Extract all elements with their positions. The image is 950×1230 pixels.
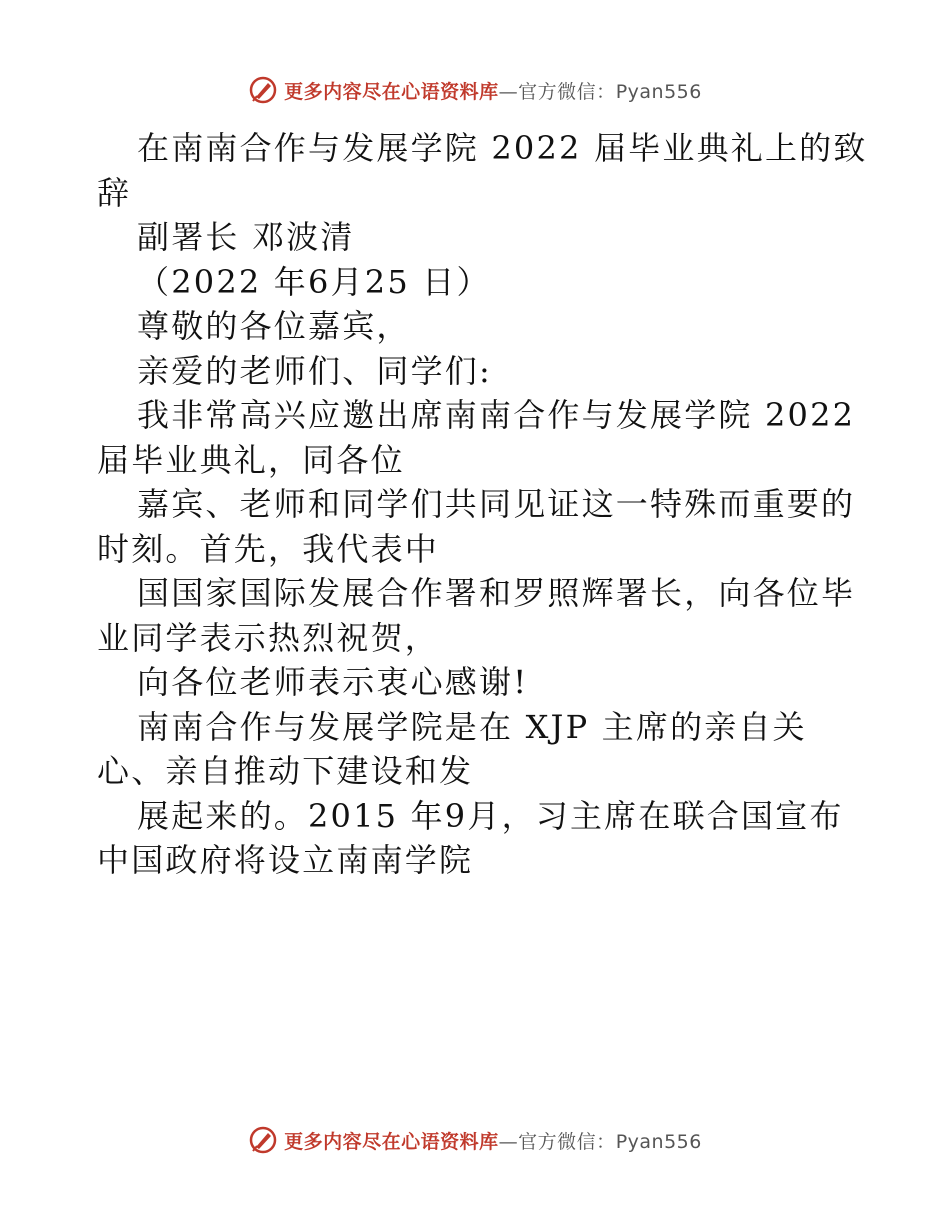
document-body xyxy=(97,126,868,883)
paragraph-line: 展起来的。2015 年9月，习主席在联合国宣布 xyxy=(137,796,844,835)
paragraph-line: 时刻。首先，我代表中 xyxy=(97,529,440,568)
footer-watermark xyxy=(0,1120,950,1160)
paragraph-line: 届毕业典礼，同各位 xyxy=(97,440,405,479)
header-watermark xyxy=(0,70,950,110)
paragraph-line: 南南合作与发展学院是在 XJP 主席的亲自关 xyxy=(137,707,807,746)
quill-pen-circle-icon xyxy=(248,1125,278,1155)
speaker-line: 副署长 邓波清 xyxy=(137,218,355,256)
paragraph-line: 国国家国际发展合作署和罗照辉署长，向各位毕 xyxy=(137,574,856,612)
document-title-line-1: 在南南合作与发展学院 2022 届毕业典礼上的致 xyxy=(137,129,868,167)
watermark-text: 更多内容尽在心语资料库—官方微信：Pyan556 xyxy=(284,80,702,103)
paragraph-line: 向各位老师表示衷心感谢! xyxy=(137,663,529,701)
watermark-text: 更多内容尽在心语资料库—官方微信：Pyan556 xyxy=(284,1130,702,1153)
salutation-teachers-students: 亲爱的老师们、同学们: xyxy=(137,351,492,390)
paragraph-line: 业同学表示热烈祝贺， xyxy=(97,618,440,657)
paragraph-line: 我非常高兴应邀出席南南合作与发展学院 2022 xyxy=(137,396,856,434)
paragraph-line: 中国政府将设立南南学院 xyxy=(97,841,474,879)
quill-pen-circle-icon xyxy=(248,75,278,105)
document-title-line-2: 辞 xyxy=(97,173,132,212)
date-line: （2022 年6月25 日） xyxy=(137,262,491,301)
paragraph-line: 心、亲自推动下建设和发 xyxy=(97,752,474,790)
salutation-guests: 尊敬的各位嘉宾， xyxy=(137,307,411,345)
paragraph-line: 嘉宾、老师和同学们共同见证这一特殊而重要的 xyxy=(137,485,856,523)
